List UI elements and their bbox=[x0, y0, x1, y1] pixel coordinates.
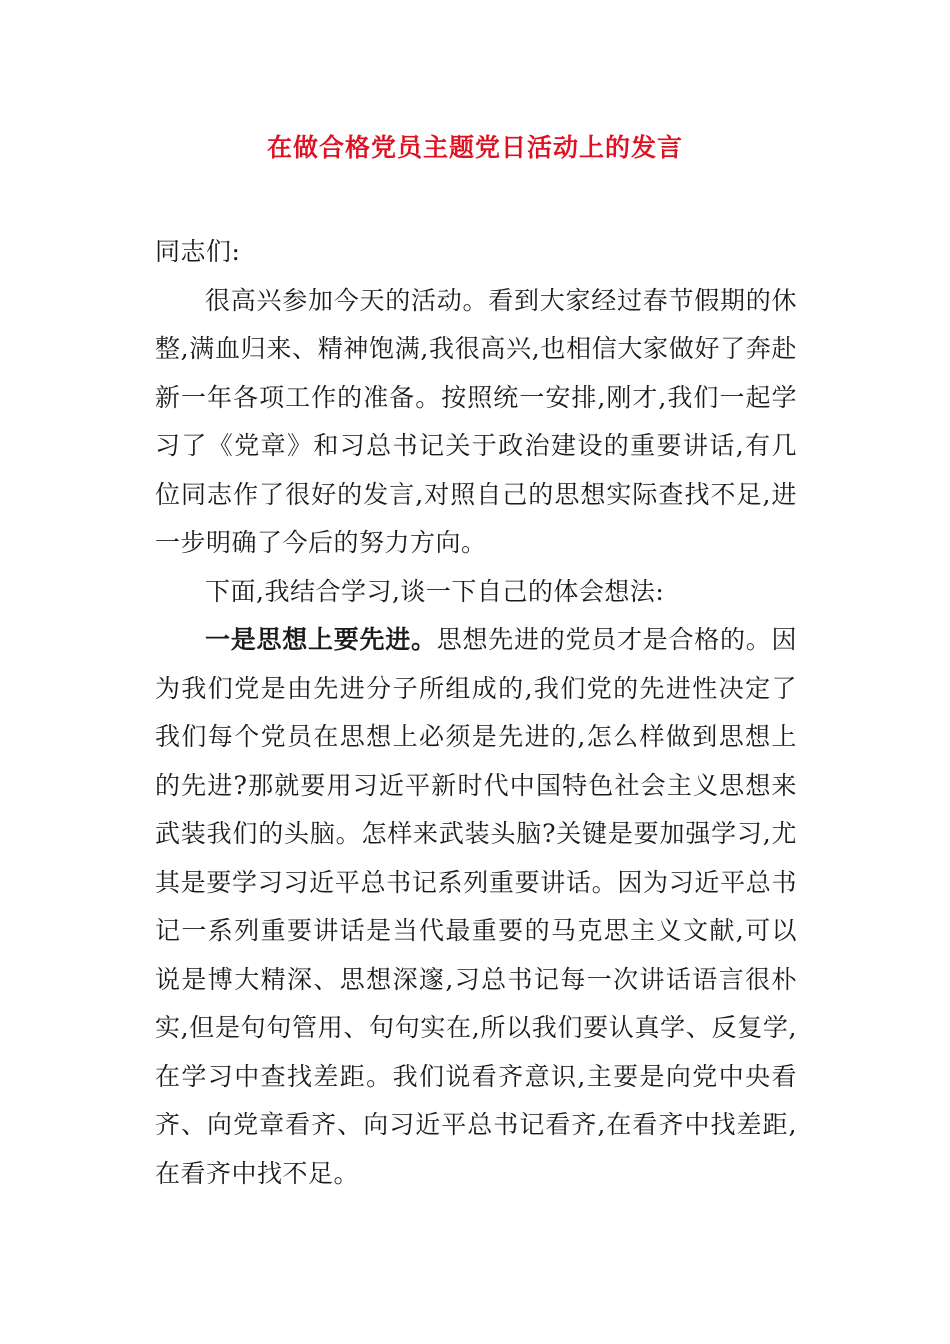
paragraph-transition-text: 下面,我结合学习,谈一下自己的体会想法: bbox=[205, 576, 665, 606]
paragraph-opening-text: 很高兴参加今天的活动。看到大家经过春节假期的休整,满血归来、精神饱满,我很高兴,也相信大家做好了奔赴新一年各项工作的准备。按照统一安排,刚才,我们一起学习了《党章》和习总书记关于政治建设的重要讲话,有几位同志作了很好的发言,对照自己的思想实际查找不足,进一步明确了今后的努力方向。 bbox=[155, 285, 797, 557]
document-title: 在做合格党员主题党日活动上的发言 bbox=[266, 133, 683, 162]
paragraph-transition bbox=[155, 568, 797, 617]
salutation: 同志们: bbox=[155, 237, 241, 266]
paragraph-point-one-lead: 一是思想上要先进。 bbox=[205, 625, 437, 654]
paragraph-opening bbox=[155, 277, 797, 568]
paragraph-point-one-text: 思想先进的党员才是合格的。因为我们党是由先进分子所组成的,我们党的先进性决定了我们每个党员在思想上必须是先进的,怎么样做到思想上的先进?那就要用习近平新时代中国特色社会主义思想来武装我们的头脑。怎样来武装头脑?关键是要加强学习,尤其是要学习习近平总书记系列重要讲话。因为习近平总书记一系列重要讲话是当代最重要的马克思主义文献,可以说是博大精深、思想深邃,习总书记每一次讲话语言很朴实,但是句句管用、句句实在,所以我们要认真学、反复学,在学习中查找差距。我们说看齐意识,主要是向党中央看齐、向党章看齐、向习近平总书记看齐,在看齐中找差距,在看齐中找不足。 bbox=[155, 625, 797, 1188]
paragraph-point-one bbox=[155, 616, 797, 1198]
document-body bbox=[155, 228, 797, 1198]
